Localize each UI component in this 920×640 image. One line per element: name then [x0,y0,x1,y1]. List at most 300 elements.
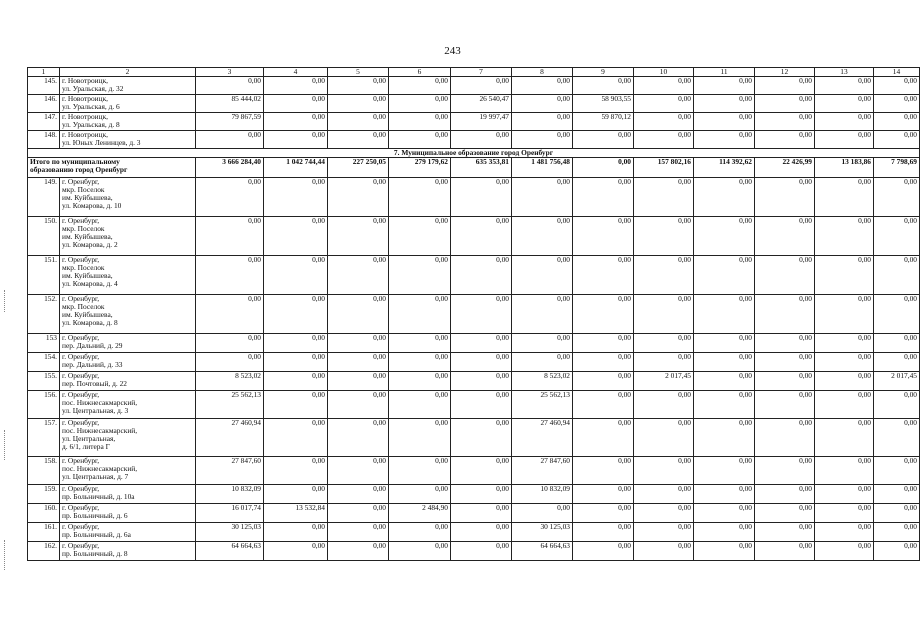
amount-cell: 0,00 [755,523,815,542]
amount-cell: 0,00 [328,113,389,131]
amount-cell: 25 562,13 [196,391,264,419]
amount-cell: 0,00 [815,372,874,391]
column-number: 10 [634,68,694,77]
amount-cell: 0,00 [634,485,694,504]
amount-cell: 0,00 [573,457,634,485]
row-number: 147. [28,113,60,131]
amount-cell: 0,00 [755,217,815,256]
address-cell: г. Новотроицк, ул. Уральская, д. 6 [60,95,196,113]
amount-cell: 0,00 [874,334,920,353]
row-number: 151. [28,256,60,295]
amount-cell: 0,00 [264,95,328,113]
total-label: Итого по муниципальному образованию город Оренбург [28,158,196,178]
amount-cell: 27 847,60 [512,457,573,485]
amount-cell: 0,00 [634,77,694,95]
amount-cell: 0,00 [755,77,815,95]
address-cell: г. Новотроицк, ул. Уральская, д. 32 [60,77,196,95]
amount-cell: 0,00 [815,542,874,561]
amount-cell: 59 870,12 [573,113,634,131]
amount-cell: 0,00 [694,457,755,485]
amount-cell: 0,00 [694,295,755,334]
table-row [28,457,920,485]
total-amount-cell: 13 183,86 [815,158,874,178]
amount-cell: 64 664,63 [512,542,573,561]
column-number: 11 [694,68,755,77]
column-number: 8 [512,68,573,77]
amount-cell: 0,00 [451,542,512,561]
address-cell: г. Оренбург, пр. Больничный, д. 6 [60,504,196,523]
amount-cell: 0,00 [755,372,815,391]
amount-cell: 0,00 [512,217,573,256]
row-number: 161. [28,523,60,542]
amount-cell: 25 562,13 [512,391,573,419]
amount-cell: 0,00 [634,334,694,353]
table-row [28,372,920,391]
amount-cell: 0,00 [196,334,264,353]
amount-cell: 0,00 [573,77,634,95]
table-row [28,217,920,256]
total-amount-cell: 227 250,05 [328,158,389,178]
amount-cell: 0,00 [196,131,264,149]
amount-cell: 0,00 [815,295,874,334]
row-number: 146. [28,95,60,113]
amount-cell: 0,00 [328,419,389,457]
amount-cell: 0,00 [264,542,328,561]
amount-cell: 0,00 [755,334,815,353]
column-number: 9 [573,68,634,77]
amount-cell: 0,00 [264,391,328,419]
row-number: 162. [28,542,60,561]
total-amount-cell: 157 802,16 [634,158,694,178]
address-cell: г. Оренбург, мкр. Поселок им. Куйбышева, ул. Комарова, д. 2 [60,217,196,256]
amount-cell: 0,00 [264,178,328,217]
amount-cell: 0,00 [815,353,874,372]
amount-cell: 0,00 [815,334,874,353]
table-row [28,178,920,217]
table-row [28,353,920,372]
table-row [28,485,920,504]
amount-cell: 0,00 [451,131,512,149]
amount-cell: 0,00 [264,523,328,542]
amount-cell: 30 125,03 [512,523,573,542]
amount-cell: 0,00 [328,295,389,334]
table-row [28,504,920,523]
amount-cell: 0,00 [634,217,694,256]
amount-cell: 0,00 [755,178,815,217]
amount-cell: 0,00 [874,113,920,131]
amount-cell: 0,00 [634,457,694,485]
amount-cell: 0,00 [451,419,512,457]
total-amount-cell: 3 666 284,40 [196,158,264,178]
amount-cell: 0,00 [815,77,874,95]
amount-cell: 0,00 [389,485,451,504]
amount-cell: 0,00 [451,295,512,334]
amount-cell: 27 460,94 [196,419,264,457]
amount-cell: 0,00 [874,457,920,485]
amount-cell: 0,00 [512,178,573,217]
amount-cell: 0,00 [755,256,815,295]
table-row [28,256,920,295]
amount-cell: 0,00 [634,419,694,457]
amount-cell: 0,00 [264,372,328,391]
amount-cell: 0,00 [451,334,512,353]
column-number: 12 [755,68,815,77]
amount-cell: 0,00 [196,178,264,217]
table-row [28,131,920,149]
table-row [28,523,920,542]
amount-cell: 0,00 [815,457,874,485]
amount-cell: 0,00 [512,113,573,131]
amount-cell: 2 017,45 [634,372,694,391]
total-row [28,158,920,178]
amount-cell: 0,00 [573,295,634,334]
amount-cell: 0,00 [451,372,512,391]
address-cell: г. Оренбург, мкр. Поселок им. Куйбышева, ул. Комарова, д. 8 [60,295,196,334]
column-number: 6 [389,68,451,77]
address-cell: г. Оренбург, пос. Нижнесакмарский, ул. Центральная, д. 6/1, литера Г [60,419,196,457]
address-cell: г. Оренбург, пер. Почтовый, д. 22 [60,372,196,391]
amount-cell: 13 532,84 [264,504,328,523]
page-number: 243 [444,45,461,57]
address-cell: г. Оренбург, пр. Больничный, д. 6а [60,523,196,542]
amount-cell: 58 903,55 [573,95,634,113]
amount-cell: 0,00 [512,295,573,334]
amount-cell: 85 444,02 [196,95,264,113]
amount-cell: 10 832,09 [512,485,573,504]
amount-cell: 0,00 [328,353,389,372]
amount-cell: 0,00 [389,131,451,149]
column-number: 7 [451,68,512,77]
amount-cell: 0,00 [815,256,874,295]
amount-cell: 0,00 [634,295,694,334]
amount-cell: 0,00 [512,504,573,523]
amount-cell: 0,00 [634,95,694,113]
row-number: 153 [28,334,60,353]
row-number: 148. [28,131,60,149]
margin-scan-mark [4,290,6,312]
amount-cell: 0,00 [874,77,920,95]
amount-cell: 0,00 [196,295,264,334]
amount-cell: 0,00 [389,256,451,295]
amount-cell: 0,00 [815,391,874,419]
amount-cell: 0,00 [874,391,920,419]
amount-cell: 0,00 [815,95,874,113]
amount-cell: 0,00 [328,178,389,217]
amount-cell: 0,00 [512,256,573,295]
address-cell: г. Оренбург, пер. Дальний, д. 29 [60,334,196,353]
amount-cell: 0,00 [328,457,389,485]
amount-cell: 0,00 [264,131,328,149]
amount-cell: 16 017,74 [196,504,264,523]
amount-cell: 0,00 [451,457,512,485]
amount-cell: 0,00 [755,95,815,113]
amount-cell: 0,00 [694,419,755,457]
amount-cell: 0,00 [815,419,874,457]
total-amount-cell: 1 042 744,44 [264,158,328,178]
amount-cell: 0,00 [573,372,634,391]
amount-cell: 0,00 [451,217,512,256]
amount-cell: 0,00 [874,131,920,149]
amount-cell: 0,00 [512,131,573,149]
row-number: 149. [28,178,60,217]
row-number: 159. [28,485,60,504]
address-cell: г. Новотроицк, ул. Уральская, д. 8 [60,113,196,131]
amount-cell: 0,00 [573,523,634,542]
amount-cell: 0,00 [694,523,755,542]
amount-cell: 0,00 [328,542,389,561]
amount-cell: 0,00 [815,131,874,149]
amount-cell: 0,00 [815,113,874,131]
address-cell: г. Новотроицк, ул. Юных Ленинцев, д. 3 [60,131,196,149]
amount-cell: 0,00 [694,504,755,523]
total-amount-cell: 279 179,62 [389,158,451,178]
amount-cell: 0,00 [755,504,815,523]
amount-cell: 0,00 [694,372,755,391]
row-number: 160. [28,504,60,523]
amount-cell: 0,00 [694,178,755,217]
amount-cell: 0,00 [634,178,694,217]
amount-cell: 0,00 [874,256,920,295]
amount-cell: 0,00 [573,542,634,561]
amount-cell: 0,00 [634,542,694,561]
total-amount-cell: 635 353,81 [451,158,512,178]
amount-cell: 0,00 [755,419,815,457]
amount-cell: 0,00 [389,523,451,542]
section-title: 7. Муниципальное образование город Оренбург [28,149,920,158]
amount-cell: 0,00 [264,295,328,334]
amount-cell: 0,00 [389,95,451,113]
amount-cell: 10 832,09 [196,485,264,504]
amount-cell: 0,00 [874,353,920,372]
total-amount-cell: 0,00 [573,158,634,178]
address-cell: г. Оренбург, пос. Нижнесакмарский, ул. Центральная, д. 7 [60,457,196,485]
amount-cell: 0,00 [634,256,694,295]
margin-scan-mark [4,540,6,570]
amount-cell: 0,00 [815,523,874,542]
amount-cell: 0,00 [634,523,694,542]
amount-cell: 0,00 [389,353,451,372]
amount-cell: 0,00 [389,113,451,131]
amount-cell: 0,00 [694,334,755,353]
amount-cell: 0,00 [389,419,451,457]
amount-cell: 0,00 [264,419,328,457]
row-number: 152. [28,295,60,334]
column-number: 5 [328,68,389,77]
amount-cell: 0,00 [573,178,634,217]
amount-cell: 0,00 [755,353,815,372]
amount-cell: 0,00 [874,178,920,217]
amount-cell: 26 540,47 [451,95,512,113]
amount-cell: 0,00 [264,113,328,131]
amount-cell: 0,00 [264,256,328,295]
amount-cell: 0,00 [694,95,755,113]
amount-cell: 0,00 [451,504,512,523]
amount-cell: 0,00 [874,485,920,504]
amount-cell: 0,00 [328,523,389,542]
row-number: 158. [28,457,60,485]
table-row [28,295,920,334]
amount-cell: 64 664,63 [196,542,264,561]
amount-cell: 0,00 [755,113,815,131]
amount-cell: 0,00 [694,77,755,95]
address-cell: г. Оренбург, пер. Дальний, д. 33 [60,353,196,372]
amount-cell: 0,00 [451,523,512,542]
amount-cell: 0,00 [573,353,634,372]
register-table [27,67,920,561]
column-number: 4 [264,68,328,77]
amount-cell: 0,00 [694,353,755,372]
amount-cell: 30 125,03 [196,523,264,542]
amount-cell: 8 523,02 [512,372,573,391]
amount-cell: 0,00 [512,334,573,353]
amount-cell: 0,00 [264,353,328,372]
amount-cell: 0,00 [634,131,694,149]
amount-cell: 0,00 [755,485,815,504]
table-row [28,391,920,419]
amount-cell: 0,00 [694,485,755,504]
amount-cell: 0,00 [874,504,920,523]
amount-cell: 0,00 [389,77,451,95]
column-number: 13 [815,68,874,77]
amount-cell: 0,00 [634,504,694,523]
amount-cell: 0,00 [328,131,389,149]
amount-cell: 0,00 [451,256,512,295]
amount-cell: 0,00 [264,457,328,485]
amount-cell: 0,00 [196,217,264,256]
amount-cell: 0,00 [451,391,512,419]
amount-cell: 0,00 [573,334,634,353]
row-number: 157. [28,419,60,457]
amount-cell: 2 017,45 [874,372,920,391]
amount-cell: 0,00 [328,504,389,523]
address-cell: г. Оренбург, мкр. Поселок им. Куйбышева, ул. Комарова, д. 10 [60,178,196,217]
amount-cell: 0,00 [634,391,694,419]
amount-cell: 0,00 [328,95,389,113]
amount-cell: 0,00 [815,504,874,523]
amount-cell: 0,00 [815,178,874,217]
amount-cell: 0,00 [328,217,389,256]
table-row [28,113,920,131]
amount-cell: 0,00 [694,391,755,419]
amount-cell: 0,00 [264,485,328,504]
amount-cell: 0,00 [874,295,920,334]
amount-cell: 0,00 [264,334,328,353]
column-number: 14 [874,68,920,77]
row-number: 150. [28,217,60,256]
amount-cell: 0,00 [196,77,264,95]
total-amount-cell: 1 481 756,48 [512,158,573,178]
amount-cell: 0,00 [755,542,815,561]
amount-cell: 27 847,60 [196,457,264,485]
table-body [28,68,920,561]
amount-cell: 0,00 [196,353,264,372]
amount-cell: 0,00 [573,419,634,457]
amount-cell: 0,00 [573,391,634,419]
amount-cell: 2 484,90 [389,504,451,523]
amount-cell: 0,00 [874,523,920,542]
column-number: 3 [196,68,264,77]
amount-cell: 0,00 [451,77,512,95]
amount-cell: 0,00 [573,131,634,149]
amount-cell: 0,00 [815,217,874,256]
amount-cell: 0,00 [389,334,451,353]
amount-cell: 0,00 [328,372,389,391]
row-number: 145. [28,77,60,95]
amount-cell: 0,00 [512,95,573,113]
table-row [28,419,920,457]
amount-cell: 0,00 [512,77,573,95]
amount-cell: 0,00 [573,485,634,504]
amount-cell: 0,00 [328,391,389,419]
amount-cell: 0,00 [694,217,755,256]
margin-scan-mark [4,430,6,460]
amount-cell: 0,00 [264,77,328,95]
address-cell: г. Оренбург, пр. Больничный, д. 8 [60,542,196,561]
column-number: 2 [60,68,196,77]
amount-cell: 0,00 [874,542,920,561]
row-number: 154. [28,353,60,372]
amount-cell: 8 523,02 [196,372,264,391]
amount-cell: 0,00 [451,353,512,372]
amount-cell: 0,00 [634,113,694,131]
amount-cell: 0,00 [573,256,634,295]
address-cell: г. Оренбург, мкр. Поселок им. Куйбышева, ул. Комарова, д. 4 [60,256,196,295]
amount-cell: 0,00 [389,372,451,391]
table-row [28,77,920,95]
amount-cell: 0,00 [328,485,389,504]
amount-cell: 0,00 [694,256,755,295]
amount-cell: 0,00 [451,178,512,217]
amount-cell: 0,00 [755,131,815,149]
amount-cell: 0,00 [755,295,815,334]
amount-cell: 0,00 [694,131,755,149]
amount-cell: 0,00 [573,504,634,523]
amount-cell: 0,00 [389,178,451,217]
amount-cell: 0,00 [196,256,264,295]
amount-cell: 0,00 [389,542,451,561]
amount-cell: 0,00 [328,334,389,353]
amount-cell: 0,00 [755,457,815,485]
amount-cell: 0,00 [328,256,389,295]
address-cell: г. Оренбург, пр. Больничный, д. 10а [60,485,196,504]
amount-cell: 0,00 [694,113,755,131]
table-row [28,334,920,353]
amount-cell: 0,00 [874,419,920,457]
amount-cell: 0,00 [512,353,573,372]
column-number-row [28,68,920,77]
amount-cell: 0,00 [389,295,451,334]
amount-cell: 27 460,94 [512,419,573,457]
amount-cell: 0,00 [573,217,634,256]
amount-cell: 0,00 [264,217,328,256]
total-amount-cell: 7 798,69 [874,158,920,178]
amount-cell: 19 997,47 [451,113,512,131]
row-number: 155. [28,372,60,391]
amount-cell: 0,00 [874,95,920,113]
total-amount-cell: 114 392,62 [694,158,755,178]
amount-cell: 0,00 [634,353,694,372]
amount-cell: 0,00 [694,542,755,561]
amount-cell: 0,00 [389,457,451,485]
total-amount-cell: 22 426,99 [755,158,815,178]
row-number: 156. [28,391,60,419]
amount-cell: 0,00 [755,391,815,419]
amount-cell: 0,00 [815,485,874,504]
table-row [28,95,920,113]
address-cell: г. Оренбург, пос. Нижнесакмарский, ул. Центральная, д. 3 [60,391,196,419]
column-number: 1 [28,68,60,77]
amount-cell: 0,00 [874,217,920,256]
